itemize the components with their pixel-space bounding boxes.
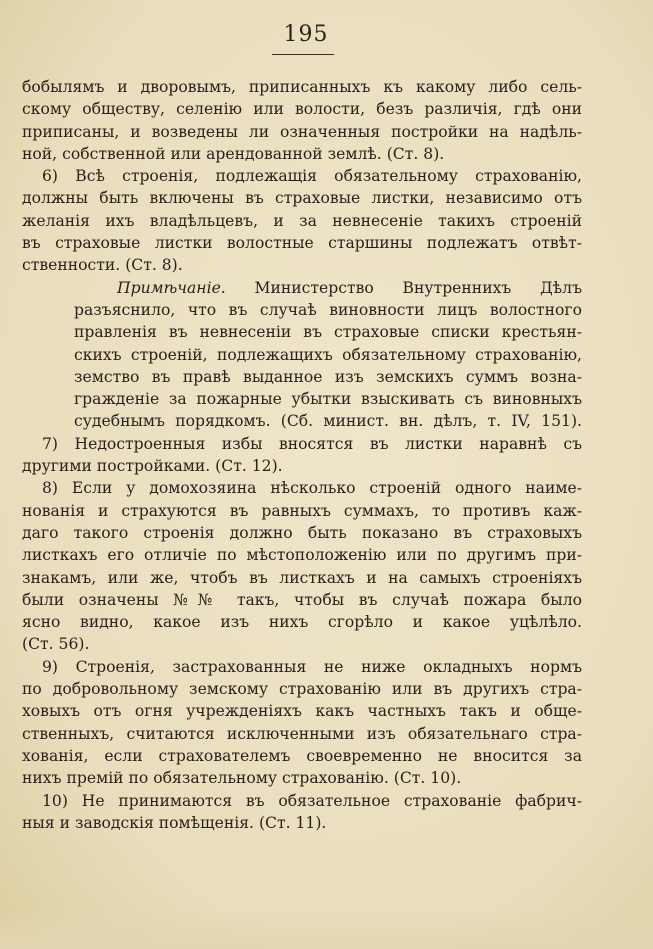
text-line: бобылямъ и дворовымъ, приписанныхъ къ какому либо сель-	[22, 78, 582, 96]
text-line: хованiя, если страхователемъ своевременно не вносится за	[22, 746, 582, 765]
text-line: скихъ строенiй, подлежащихъ обязательному страхованiю,	[74, 345, 582, 364]
text-line: ховыхъ отъ огня учрежденiяхъ какъ частныхъ такъ и обще-	[22, 702, 582, 721]
text-line: 6) Всѣ строенiя, подлежащiя обязательному страхованiю,	[42, 167, 582, 186]
text-line: ныя и заводскiя помѣщенiя. (Ст. 11).	[22, 813, 327, 832]
text-line: земство въ правѣ выданное изъ земскихъ суммъ возна-	[74, 367, 582, 386]
text-line: (Ст. 56).	[22, 635, 90, 654]
text-line: 9) Строенiя, застрахованныя не ниже окладныхъ нормъ	[42, 657, 582, 676]
text-line: нихъ премiй по обязательному страхованiю. (Ст. 10).	[22, 769, 462, 788]
text-line: другими постройками. (Ст. 12).	[22, 457, 283, 476]
text-line: гражденiе за пожарные убытки взыскивать съ виновныхъ	[74, 390, 582, 409]
text-line: ственности. (Ст. 8).	[22, 256, 183, 275]
text-line: 7) Недостроенныя избы вносятся въ листки наравнѣ съ	[42, 434, 582, 453]
text-line: приписаны, и возведены ли означенныя постройки на надѣль-	[22, 122, 582, 141]
page-number: 195	[283, 22, 329, 47]
text-line: въ страховые листки волостные старшины подлежатъ отвѣт-	[22, 234, 582, 253]
text-line: листкахъ его отличiе по мѣстоположенiю или по другимъ при-	[22, 546, 582, 565]
page-bottom-edge	[0, 909, 653, 949]
text-line: судебнымъ порядкомъ. (Сб. минист. вн. дѣлъ, т. IV, 151).	[74, 412, 582, 431]
text-line: нованiя и страхуются въ равныхъ суммахъ, то противъ каж-	[22, 501, 582, 520]
page-text	[22, 76, 582, 834]
text-line: по добровольному земскому страхованiю или въ другихъ стра-	[22, 680, 582, 699]
note-label: Примѣчанiе.	[117, 278, 226, 297]
text-line: скому обществу, селенiю или волости, безъ различiя, гдѣ они	[22, 100, 582, 119]
text-line: ной, собственной или арендованной землѣ. (Ст. 8).	[22, 144, 445, 163]
text-line: даго такого строенiя должно быть показано въ страховыхъ	[22, 523, 582, 542]
text-line: 10) Не принимаются въ обязательное страхованiе фабрич-	[42, 791, 582, 810]
text-line	[22, 277, 582, 299]
text-line: должны быть включены въ страховые листки, независимо отъ	[22, 189, 582, 208]
text-line: правленiя въ невнесенiи въ страховые списки крестьян-	[74, 323, 582, 342]
text-line: знакамъ, или же, чтобъ въ листкахъ и на самыхъ строенiяхъ	[22, 568, 582, 587]
note-text: Министерство Внутреннихъ Дѣлъ	[225, 278, 582, 297]
text-line: ясно видно, какое изъ нихъ сгорѣло и какое уцѣлѣло.	[22, 613, 582, 632]
text-line: желанiя ихъ владѣльцевъ, и за невнесенiе такихъ строенiй	[22, 211, 582, 230]
header-rule	[272, 54, 334, 55]
text-line: разъяснило, что въ случаѣ виновности лицъ волостного	[74, 300, 582, 319]
text-line: 8) Если у домохозяина нѣсколько строенiй одного наиме-	[42, 479, 582, 498]
text-line: были означены №№ такъ, чтобы въ случаѣ пожара было	[22, 590, 582, 609]
text-line: ственныхъ, считаются исключенными изъ обязательнаго стра-	[22, 724, 582, 743]
